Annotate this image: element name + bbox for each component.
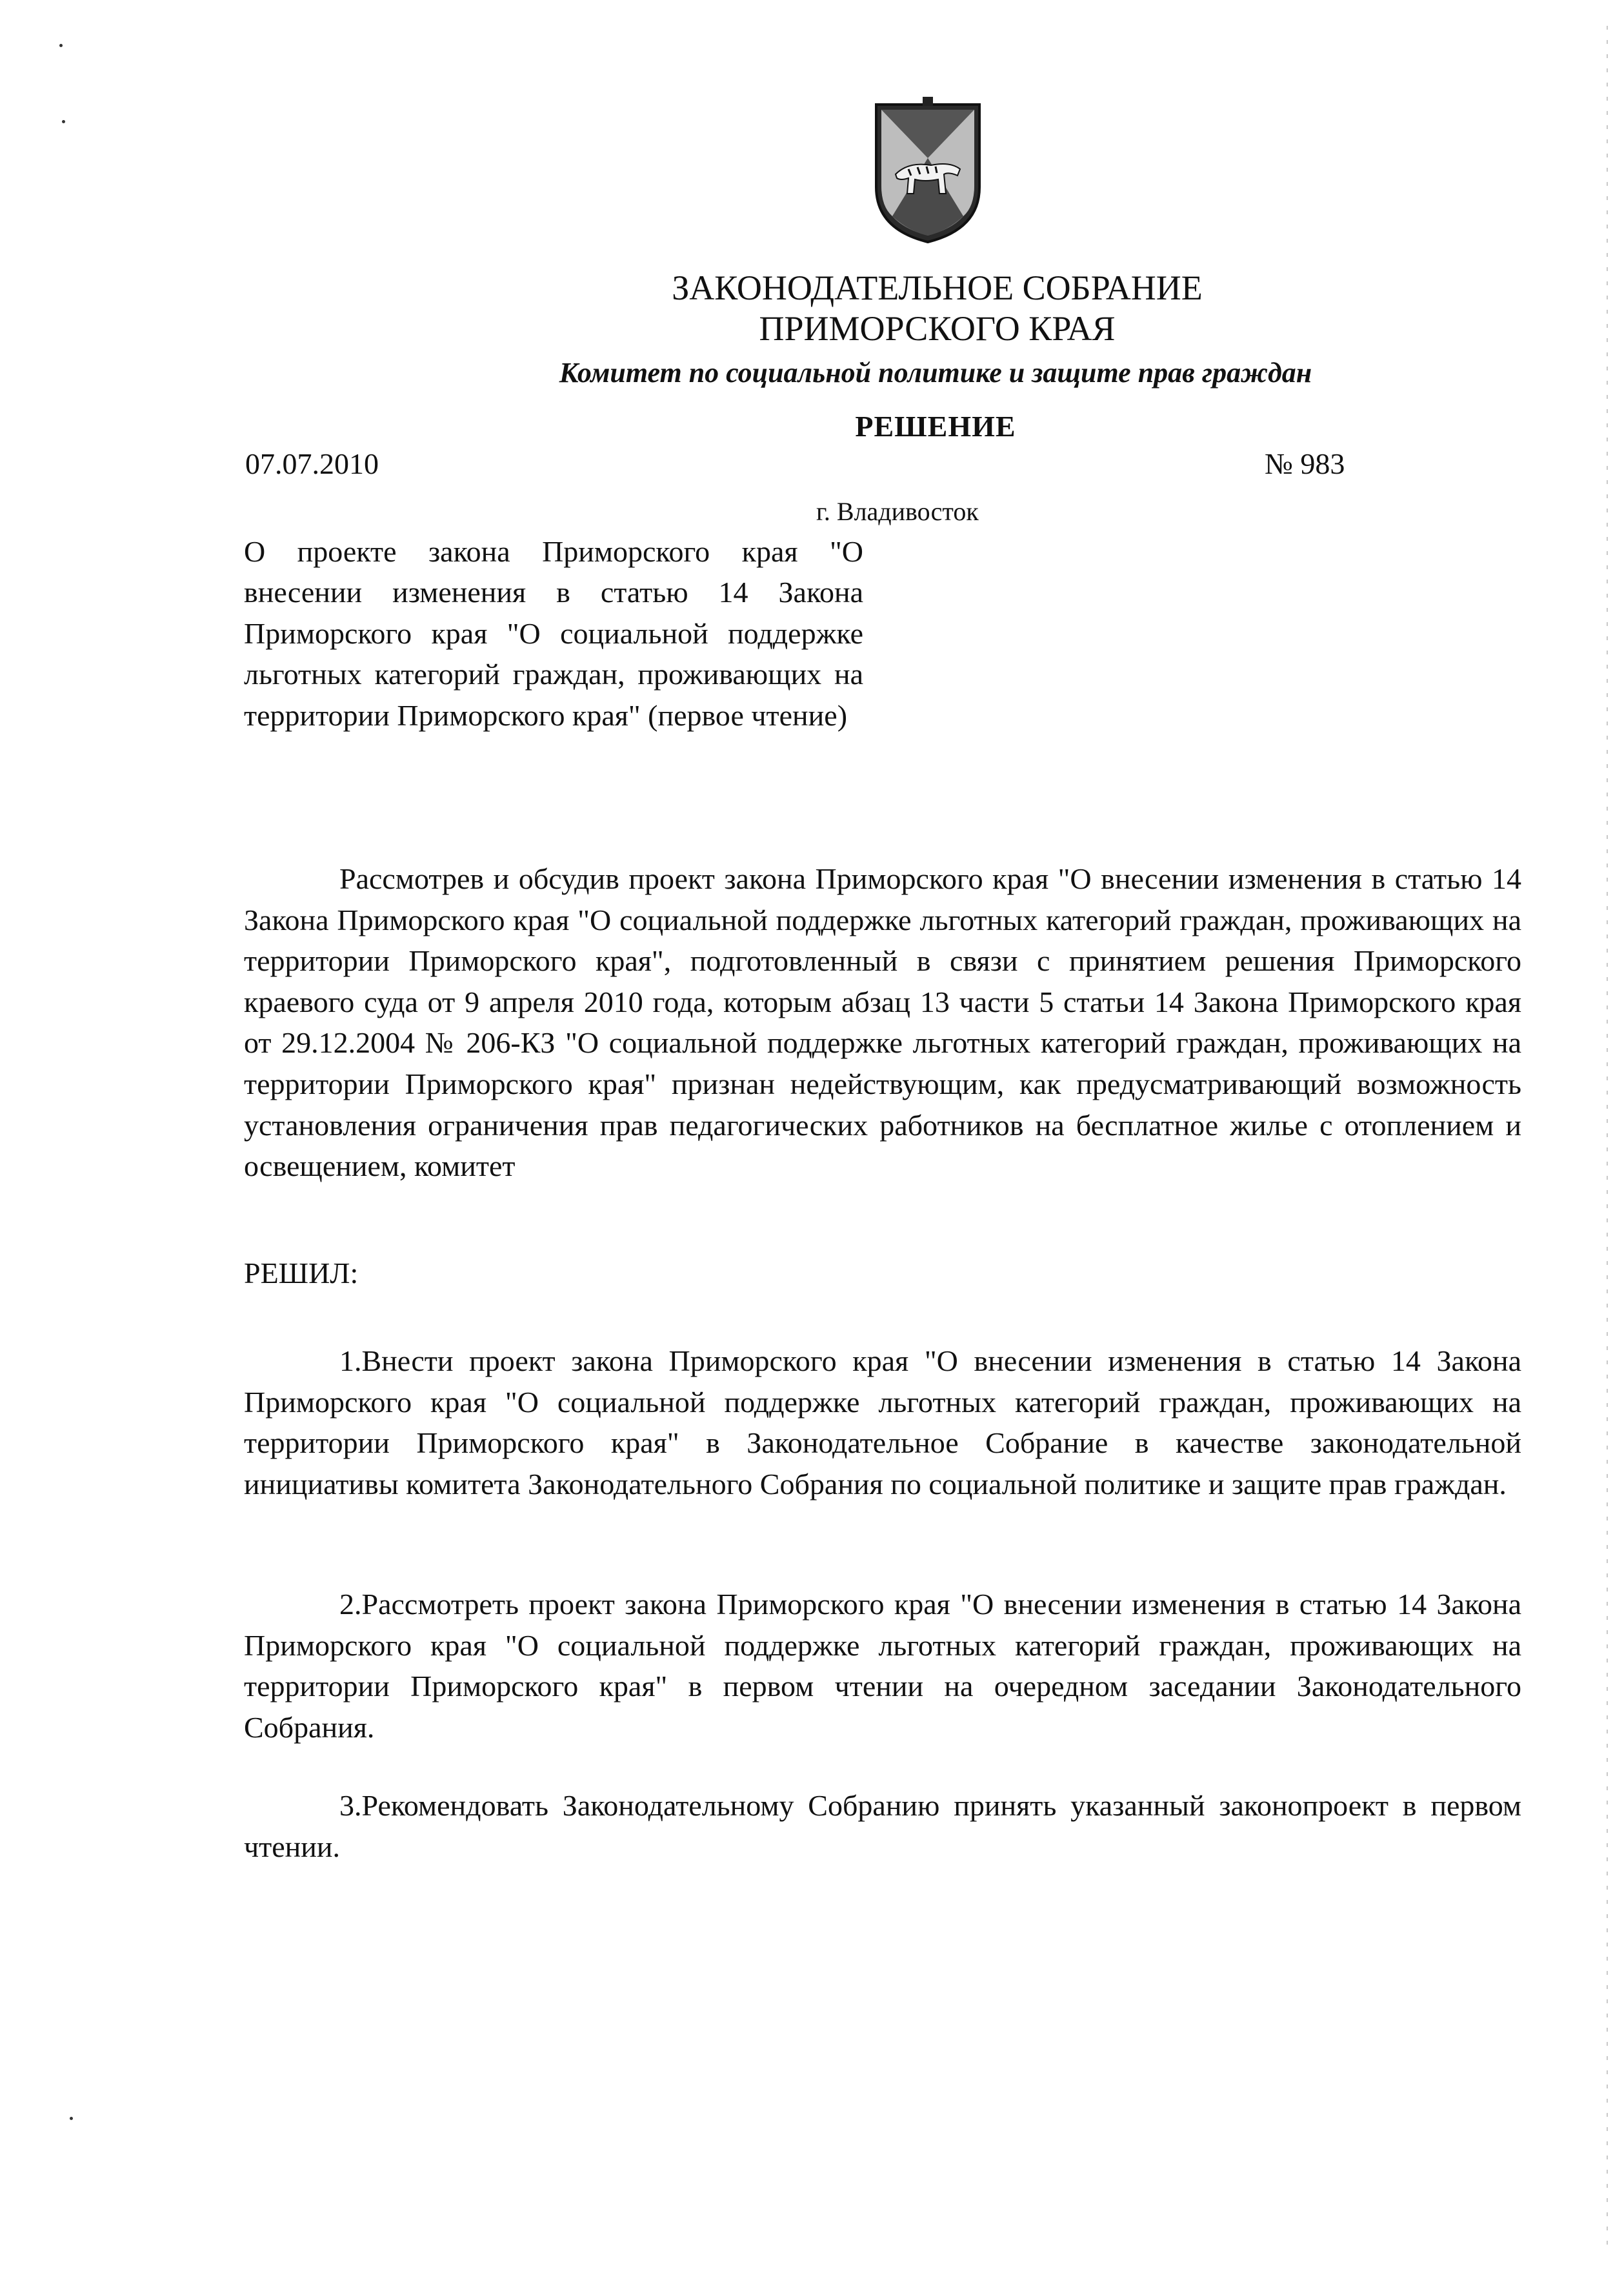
scan-speck [70,2117,73,2120]
organization-name-line-1: ЗАКОНОДАТЕЛЬНОЕ СОБРАНИЕ [672,268,1203,307]
resolution-item-2: 2.Рассмотреть проект закона Приморского края "О внесении изменения в статью 14 Закона Приморского края "О социальной поддержке льготных категорий граждан, проживающих на территории Приморского края" в первом чтении на очередном заседании Законодательного Собрания. [244,1588,1521,1744]
decision-subject: О проекте закона Приморского края "О внесении изменения в статью 14 Закона Приморского края "О социальной поддержке льготных категорий граждан, проживающих на территории Приморского края" (первое чтение) [244,535,863,732]
decision-city: г. Владивосток [816,497,979,526]
decision-number: № 983 [1265,447,1345,480]
document-title: РЕШЕНИЕ [855,410,1016,443]
scan-edge-shadow [1607,26,1608,2246]
committee-name: Комитет по социальной политике и защите прав граждан [559,357,1312,389]
resolved-heading: РЕШИЛ: [244,1257,359,1289]
organization-name-line-2: ПРИМОРСКОГО КРАЯ [759,309,1116,348]
scan-speck [59,44,63,47]
scan-speck [62,120,65,123]
decision-date: 07.07.2010 [245,447,379,480]
coat-of-arms-emblem [863,97,992,245]
preamble-paragraph: Рассмотрев и обсудив проект закона Приморского края "О внесении изменения в статью 14 Закона Приморского края "О социальной поддержке льготных категорий граждан, проживающих на территории Приморского края", подготовленный в связи с принятием решения Приморского краевого суда от 9 апреля 2010 года, которым абзац 13 части 5 статьи 14 Закона Приморского края от 29.12.2004 № 206-КЗ "О социальной поддержке льготных категорий граждан, проживающих на территории Приморского края" признан недействующим, как предусматривающий возможность установления ограничения прав педагогических работников на бесплатное жилье с отоплением и освещением, комитет [244,862,1521,1183]
resolution-item-3: 3.Рекомендовать Законодательному Собранию принять указанный законопроект в первом чтении. [244,1789,1521,1863]
resolution-item-1: 1.Внести проект закона Приморского края "О внесении изменения в статью 14 Закона Приморского края "О социальной поддержке льготных категорий граждан, проживающих на территории Приморского края" в Законодательное Собрание в качестве законодательной инициативы комитета Законодательного Собрания по социальной политике и защите прав граждан. [244,1344,1521,1500]
